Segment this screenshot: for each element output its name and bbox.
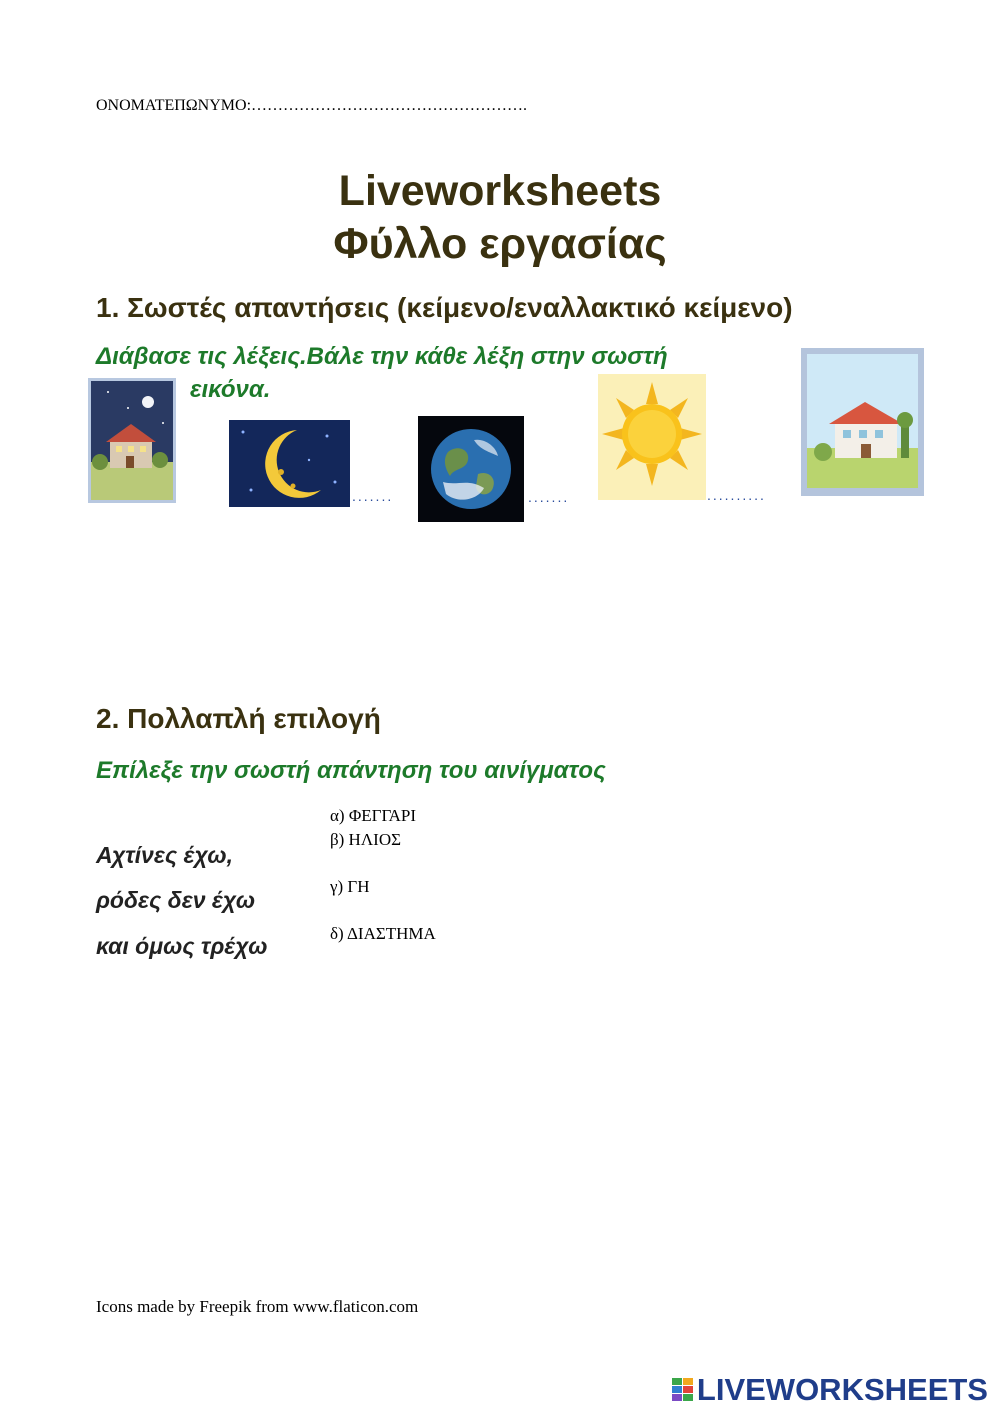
- option-d[interactable]: δ) ΔΙΑΣΤΗΜΑ: [330, 924, 436, 943]
- section1-instruction-line1: Διάβασε τις λέξεις.Βάλε την κάθε λέξη στην σωστή: [96, 343, 668, 370]
- section2-heading: 2. Πολλαπλή επιλογή: [96, 703, 381, 734]
- section1-heading: 1. Σωστές απαντήσεις (κείμενο/εναλλακτικό κείμενο): [96, 292, 793, 323]
- name-field-label: ΟΝΟΜΑΤΕΠΩΝΥΜΟ:…………………………………………….: [96, 97, 528, 114]
- option-a[interactable]: α) ΦΕΓΓΑΡΙ: [330, 806, 417, 825]
- brand-text: LIVEWORKSHEETS: [696, 1372, 988, 1407]
- section2-instruction: Επίλεξε την σωστή απάντηση του αινίγματος: [96, 757, 606, 784]
- day-house-icon: [801, 348, 924, 496]
- blank-1[interactable]: .......: [352, 488, 394, 504]
- section1-instruction-line2: εικόνα.: [190, 376, 271, 403]
- riddle-line: Αχτίνες έχω,: [96, 842, 234, 868]
- option-b[interactable]: β) ΗΛΙΟΣ: [330, 830, 401, 849]
- riddle-line: και όμως τρέχω: [96, 933, 268, 959]
- brand-logo: [672, 1372, 988, 1408]
- option-c[interactable]: γ) ΓΗ: [330, 877, 370, 896]
- blank-2[interactable]: .......: [528, 489, 570, 505]
- earth-icon: [418, 416, 524, 522]
- credits-text: Icons made by Freepik from www.flaticon.com: [96, 1297, 419, 1316]
- page-title: Liveworksheets: [338, 167, 662, 215]
- night-house-icon: [88, 378, 176, 503]
- moon-icon: [229, 420, 350, 507]
- blank-3[interactable]: ..........: [707, 487, 766, 503]
- sun-icon: [598, 374, 706, 500]
- riddle-line: ρόδες δεν έχω: [96, 887, 256, 913]
- page-subtitle: Φύλλο εργασίας: [333, 220, 667, 268]
- brand-blocks-icon: [672, 1378, 694, 1402]
